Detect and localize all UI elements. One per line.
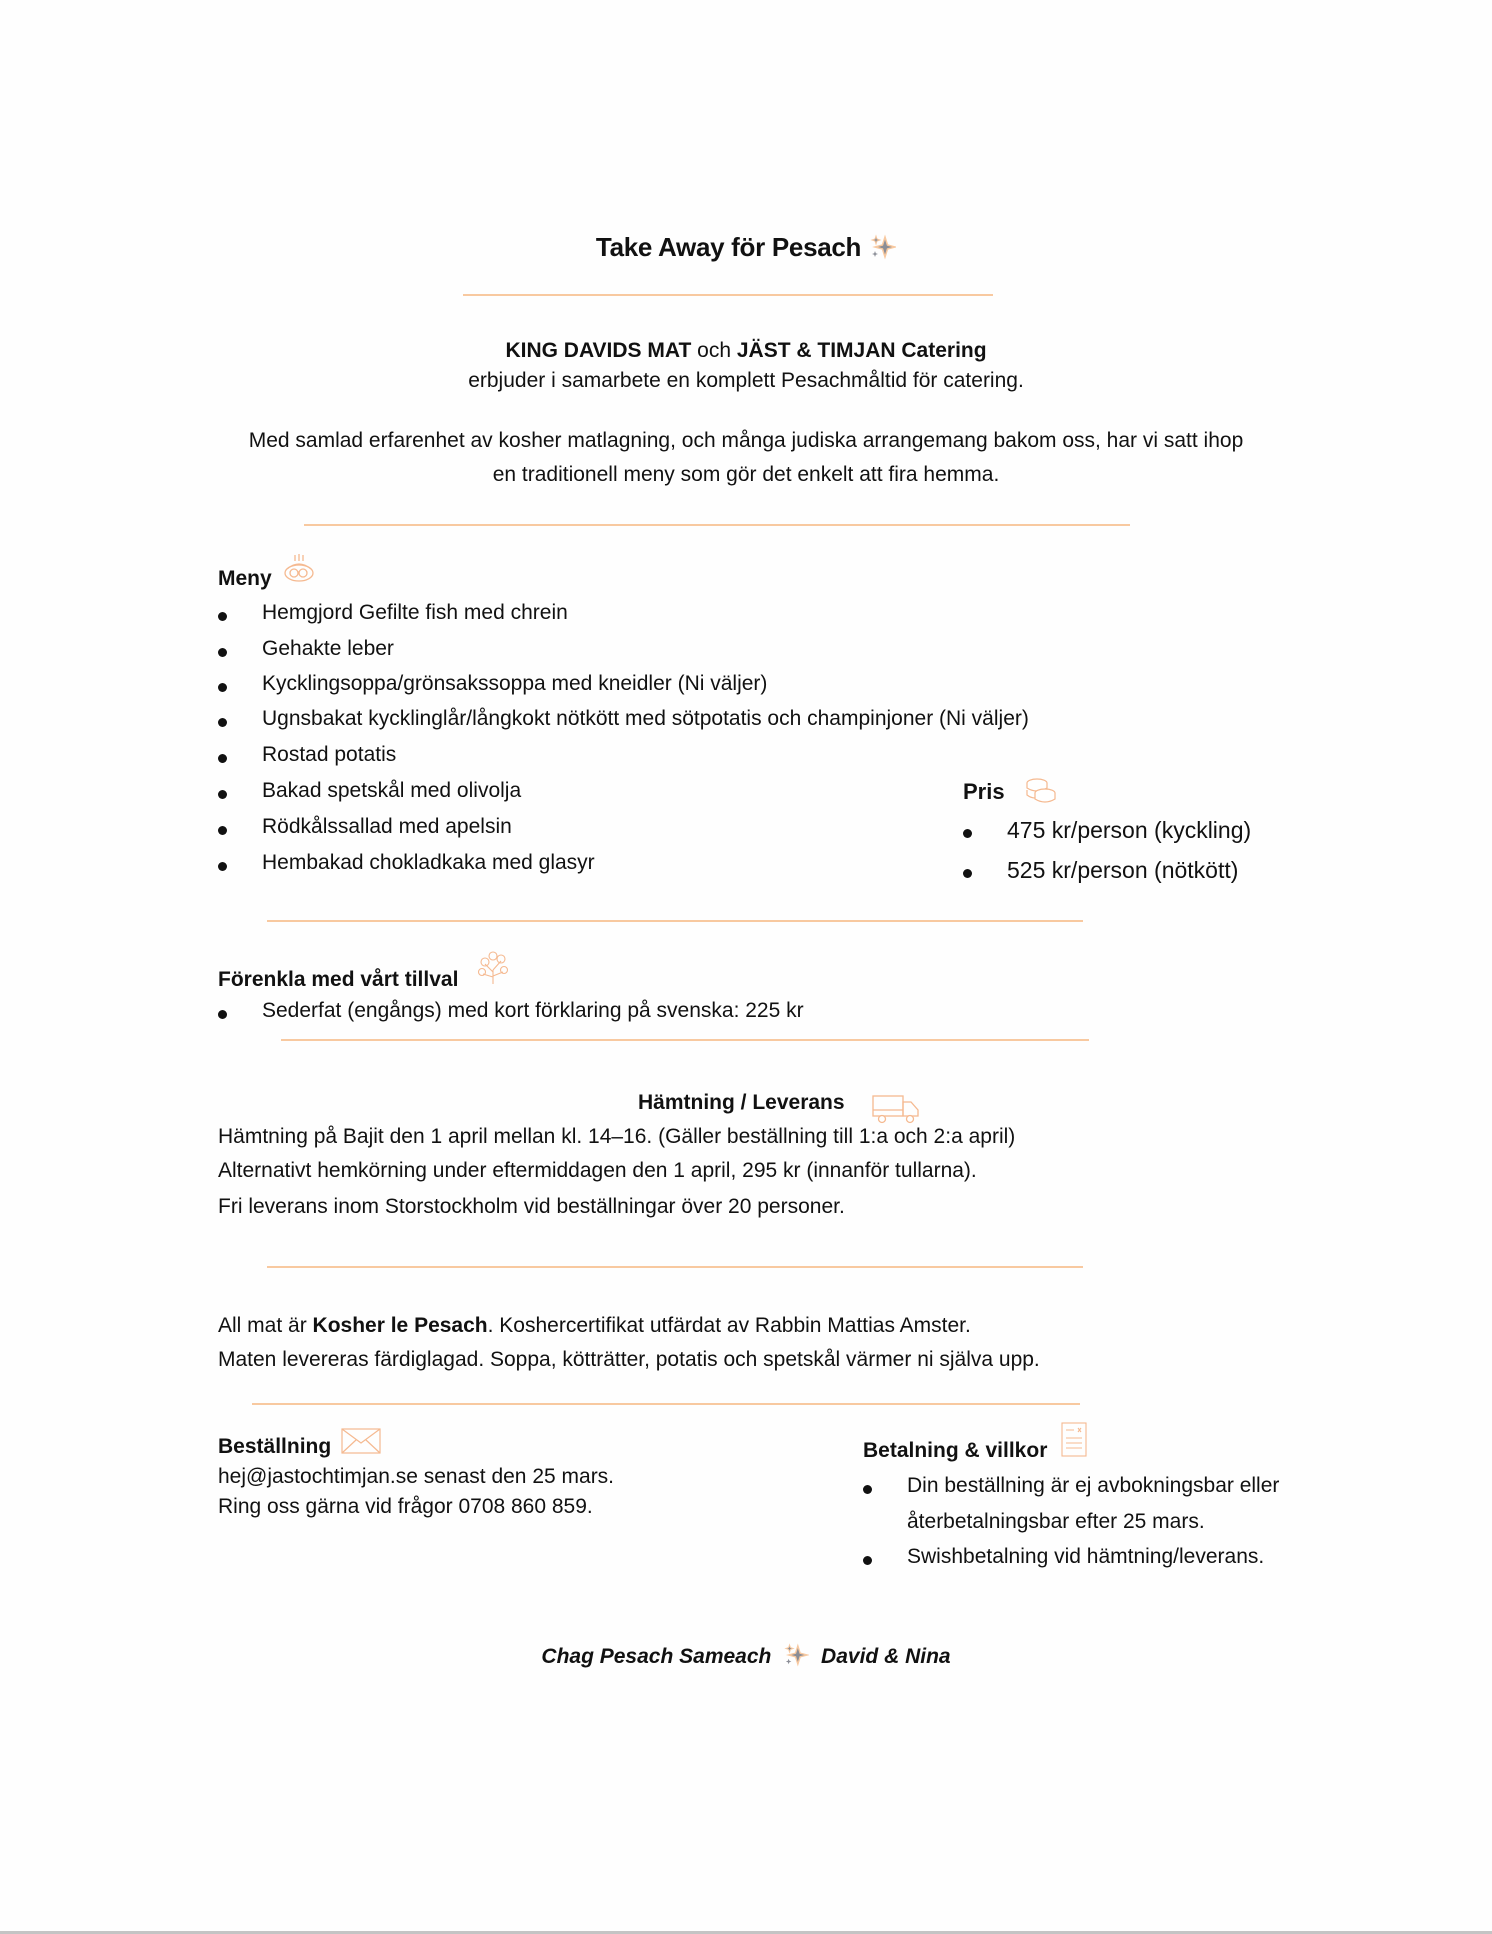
bullet (218, 754, 227, 763)
menu-item-text: Ugnsbakat kycklinglår/långkokt nötkött med sötpotatis och champinjoner (Ni väljer) (262, 707, 1029, 730)
bullet (218, 718, 227, 727)
brand-king-davids-mat: KING DAVIDS MAT (505, 339, 692, 362)
divider (281, 1039, 1089, 1041)
sparkles-icon (870, 234, 896, 260)
sparkles-icon (783, 1643, 809, 1667)
bullet (218, 1010, 227, 1019)
menu-item-text: Gehakte leber (262, 637, 394, 660)
terms-item-text: Swishbetalning vid hämtning/leverans. (907, 1545, 1265, 1568)
bullet (218, 790, 227, 799)
bullet (218, 683, 227, 692)
divider (267, 1266, 1083, 1268)
menu-item-text: Hemgjord Gefilte fish med chrein (262, 601, 568, 624)
terms-item-continuation: återbetalningsbar efter 25 mars. (907, 1510, 1205, 1533)
addon-item-text: Sederfat (engångs) med kort förklaring på svenska: 225 kr (262, 999, 804, 1022)
pasta-bowl-icon (281, 553, 317, 585)
page-title (0, 232, 1492, 263)
bullet (218, 612, 227, 621)
delivery-line: Fri leverans inom Storstockholm vid beställningar över 20 personer. (218, 1195, 845, 1218)
terms-heading: Betalning & villkor (863, 1439, 1048, 1462)
price-item-text: 525 kr/person (nötkött) (1007, 857, 1239, 883)
delivery-line: Alternativt hemkörning under eftermiddagen den 1 april, 295 kr (innanför tullarna). (218, 1159, 977, 1182)
divider (252, 1403, 1080, 1405)
menu-item-text: Rödkålssallad med apelsin (262, 815, 512, 838)
price-heading: Pris (963, 779, 1005, 804)
title-text: Take Away för Pesach (595, 232, 862, 262)
bullet (218, 862, 227, 871)
signature-greeting: Chag Pesach Sameach (541, 1645, 772, 1668)
document-icon (1060, 1422, 1088, 1458)
signature (0, 1643, 1492, 1669)
bullet (863, 1485, 872, 1494)
envelope-icon (341, 1428, 381, 1454)
intro-brands (0, 337, 1492, 365)
price-item-text: 475 kr/person (kyckling) (1007, 817, 1252, 843)
menu-item-text: Hembakad chokladkaka med glasyr (262, 851, 595, 874)
bullet (863, 1556, 872, 1565)
divider (267, 920, 1083, 922)
bullet (218, 648, 227, 657)
signature-names: David & Nina (821, 1645, 951, 1668)
addon-heading: Förenkla med vårt tillval (218, 968, 459, 991)
menu-item-text: Kycklingsoppa/grönsakssoppa med kneidler (Ni väljer) (262, 672, 768, 695)
divider (463, 294, 993, 296)
delivery-line: Hämtning på Bajit den 1 april mellan kl. 14–16. (Gäller beställning till 1:a och 2:a april) (218, 1125, 1016, 1148)
intro-paragraph-line2: en traditionell meny som gör det enkelt att fira hemma. (492, 463, 1000, 486)
brand-jast-timjan: JÄST & TIMJAN Catering (736, 339, 987, 362)
divider (304, 524, 1130, 526)
coins-icon (1023, 776, 1059, 806)
terms-item-text: Din beställning är ej avbokningsbar eller (907, 1474, 1280, 1497)
intro-paragraph-line1: Med samlad erfarenhet av kosher matlagning, och många judiska arrangemang bakom oss, har vi satt ihop (248, 429, 1244, 452)
kosher-label: Kosher le Pesach (312, 1314, 488, 1337)
intro-and: och (691, 339, 737, 362)
menu-heading (218, 565, 272, 593)
parsley-herb-icon (473, 950, 513, 986)
kosher-statement (218, 1312, 971, 1340)
order-phone-line[interactable]: Ring oss gärna vid frågor 0708 860 859. (218, 1495, 593, 1518)
intro-subtitle: erbjuder i samarbete en komplett Pesachmåltid för catering. (468, 369, 1024, 392)
kosher-note: Maten levereras färdiglagad. Soppa, kötträtter, potatis och spetskål värmer ni själva upp. (218, 1348, 1040, 1371)
bullet (963, 869, 972, 878)
kosher-suffix: . Koshercertifikat utfärdat av Rabbin Mattias Amster. (487, 1314, 971, 1337)
menu-heading-text: Meny (218, 567, 272, 590)
delivery-heading: Hämtning / Leverans (638, 1091, 845, 1114)
kosher-prefix: All mat är (218, 1314, 313, 1337)
bullet (963, 829, 972, 838)
menu-item-text: Rostad potatis (262, 743, 397, 766)
bullet (218, 826, 227, 835)
delivery-truck-icon (872, 1094, 920, 1124)
menu-item-text: Bakad spetskål med olivolja (262, 779, 522, 802)
order-heading: Beställning (218, 1435, 332, 1458)
order-email-line[interactable]: hej@jastochtimjan.se senast den 25 mars. (218, 1465, 615, 1488)
